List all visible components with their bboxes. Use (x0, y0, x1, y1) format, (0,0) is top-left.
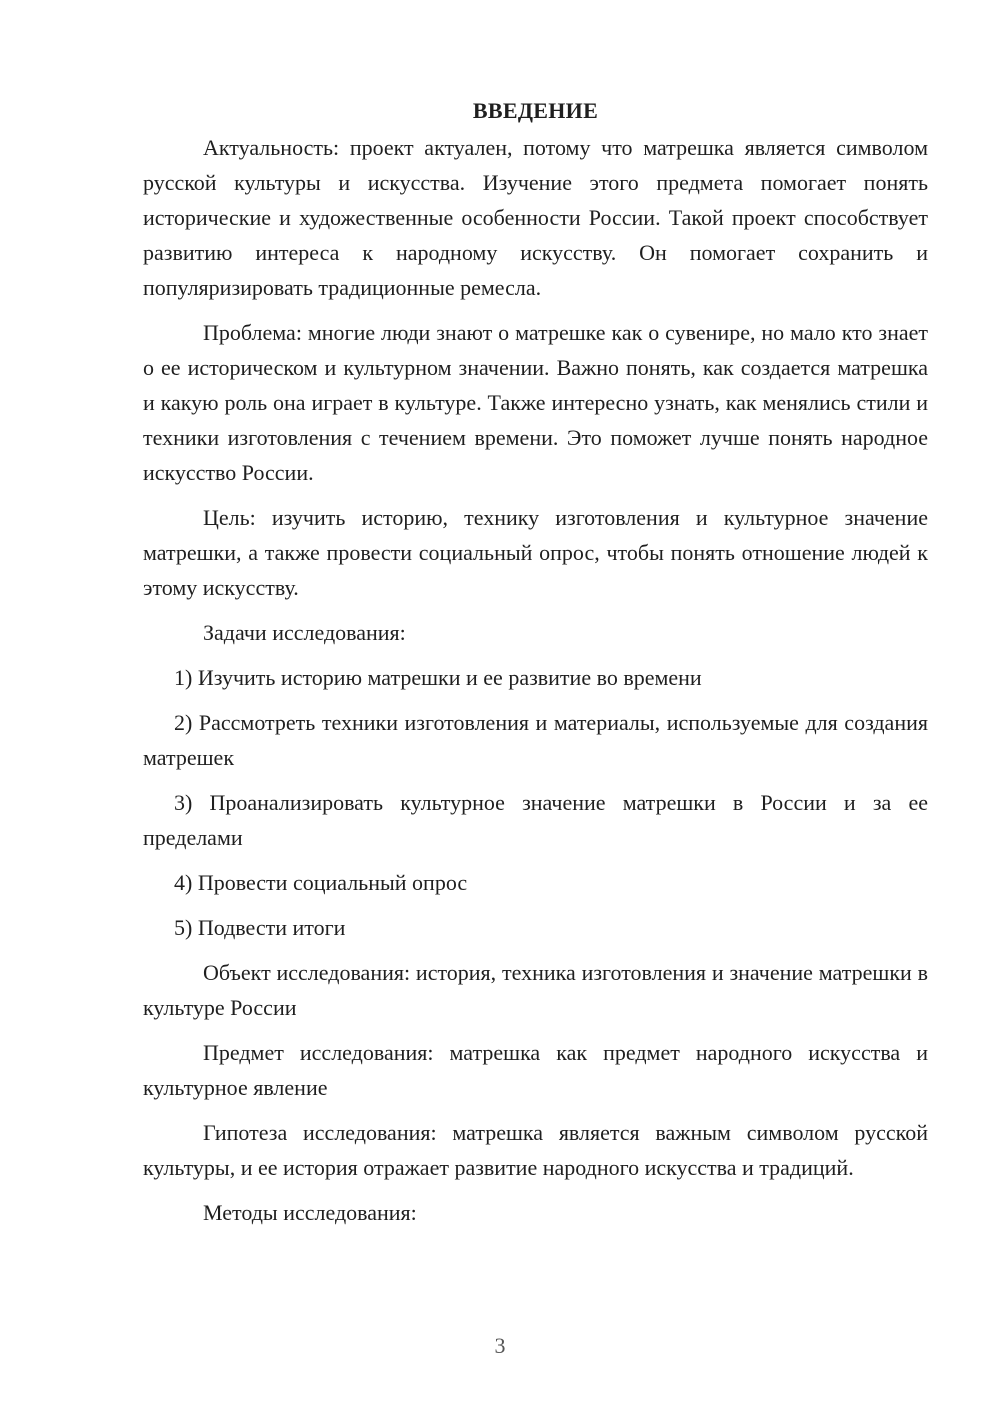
paragraph-methods: Методы исследования: (203, 1200, 417, 1225)
paragraph-problem: Проблема: многие люди знают о матрешке как о сувенире, но мало кто знает о ее историческом и культурном значении. Важно понять, как создается матрешка и какую роль она играет в культуре. Также интересно узнать, как менялись стили и техники изготовления с течением времени. Это поможет лучше понять народное искусство России. (143, 320, 928, 485)
paragraph-tasks-heading: Задачи исследования: (203, 620, 406, 645)
document-page (143, 96, 928, 1240)
paragraph-goal: Цель: изучить историю, технику изготовления и культурное значение матрешки, а также провести социальный опрос, чтобы понять отношение людей к этому искусству. (143, 505, 928, 600)
paragraph-relevance: Актуальность: проект актуален, потому что матрешка является символом русской культуры и искусства. Изучение этого предмета помогает понять исторические и художественные особенности России. Такой проект способствует развитию интереса к народному искусству. Он помогает сохранить и популяризировать традиционные ремесла. (143, 135, 928, 300)
list-item: 2) Рассмотреть техники изготовления и материалы, используемые для создания матрешек (143, 710, 928, 770)
list-item: 3) Проанализировать культурное значение матрешки в России и за ее пределами (143, 790, 928, 850)
paragraph-subject: Предмет исследования: матрешка как предмет народного искусства и культурное явление (143, 1040, 928, 1100)
tasks-list (143, 660, 928, 945)
list-item: 5) Подвести итоги (174, 915, 346, 940)
page-number: 3 (494, 1333, 506, 1358)
list-item: 4) Провести социальный опрос (174, 870, 468, 895)
paragraph-hypothesis: Гипотеза исследования: матрешка является важным символом русской культуры, и ее история отражает развитие народного искусства и традиций. (143, 1120, 928, 1180)
list-item: 1) Изучить историю матрешки и ее развитие во времени (174, 665, 702, 690)
page-title: ВВЕДЕНИЕ (472, 98, 599, 123)
paragraph-object: Объект исследования: история, техника изготовления и значение матрешки в культуре России (143, 960, 928, 1020)
